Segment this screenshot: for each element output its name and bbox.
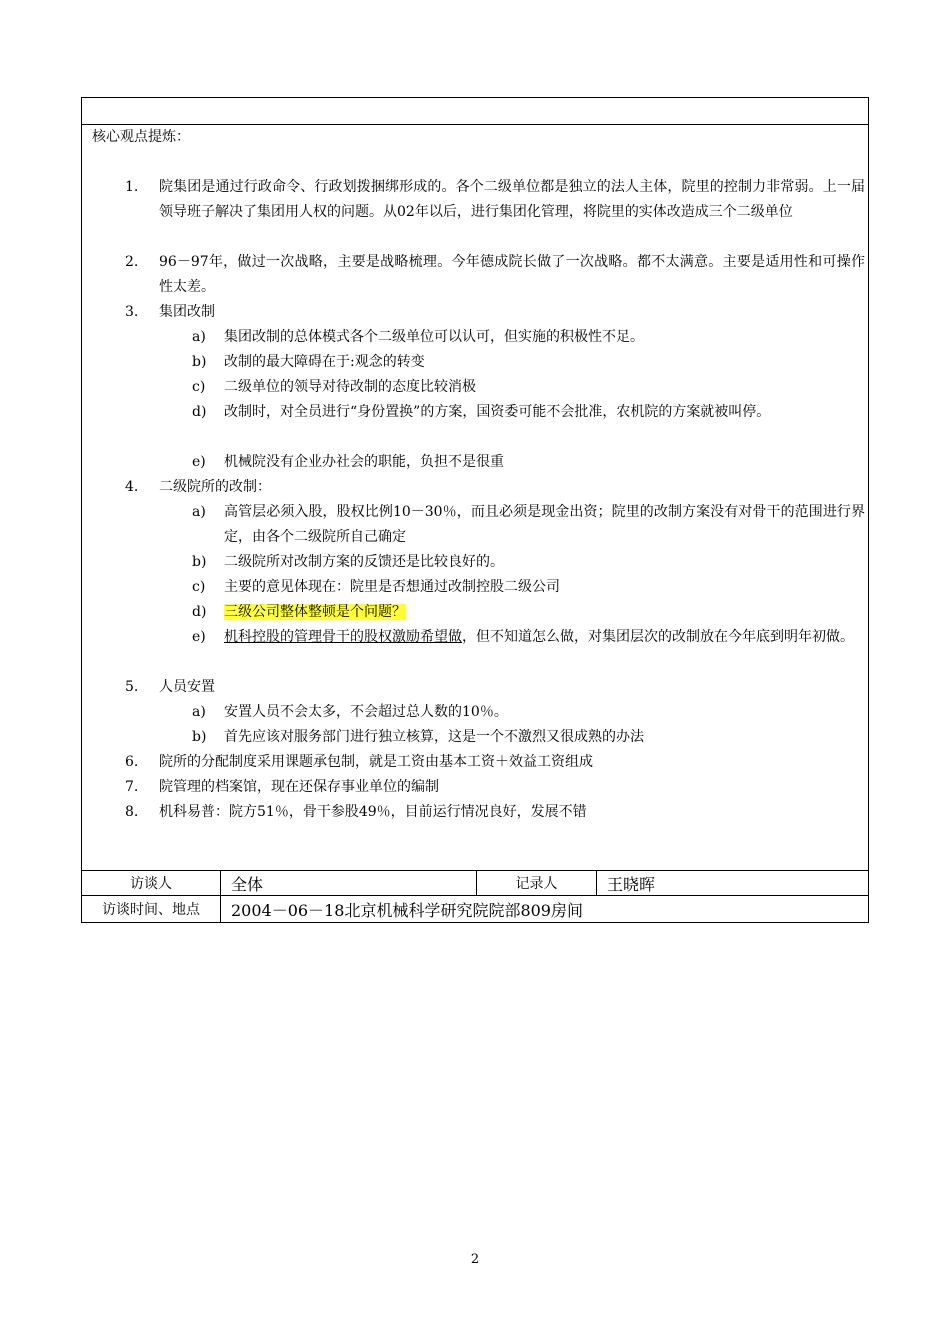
sub-item-letter: c) [192,379,206,395]
interview-record-table [81,97,869,923]
key-points-cell [82,125,868,871]
sub-item-letter: a) [192,504,206,520]
empty-header-row [82,98,868,125]
underlined-text: 机科控股的管理骨干的股权激励希望做 [224,629,462,645]
recorder-value: 王晓晖 [596,871,868,895]
sub-item-letter: a) [192,329,206,345]
interviewer-row [82,871,868,896]
sub-item-letter: b) [192,354,207,370]
list-item-text: 机科易普：院方51％，骨干参股49％，目前运行情况良好，发展不错 [159,804,587,820]
list-item-text: 集团改制 [159,304,215,320]
sub-item-text: 二级院所对改制方案的反馈还是比较良好的。 [224,554,504,570]
sub-item-letter: e) [192,629,206,645]
key-points-heading: 核心观点提炼： [92,129,190,145]
list-item-text: 院集团是通过行政命令、行政划拨捆绑形成的。各个二级单位都是独立的法人主体，院里的控制力非常弱。上一届领导班子解决了集团用人权的问题。从02年以后，进行集团化管理，将院里的实体改造成三个二级单位 [159,179,865,220]
sub-item-letter: a) [192,704,206,720]
sub-item-text: 主要的意见体现在：院里是否想通过改制控股二级公司 [224,579,560,595]
sub-item-letter: e) [192,454,206,470]
list-item-number: 2. [125,254,139,270]
sub-item-text: 高管层必须入股，股权比例10－30％，而且必须是现金出资；院里的改制方案没有对骨干的范围进行界定，由各个二级院所自己确定 [224,504,865,545]
highlighted-text: 三级公司整体整顿是个问题？ [224,604,406,620]
sub-item-text: 二级单位的领导对待改制的态度比较消极 [224,379,476,395]
list-item-number: 1. [125,179,139,195]
time-place-value: 2004－06－18北京机械科学研究院院部809房间 [220,896,868,922]
sub-item-letter: d) [192,404,207,420]
sub-item-text: 改制的最大障碍在于:观念的转变 [224,354,425,370]
list-item-number: 7. [125,779,139,795]
interviewer-label: 访谈人 [130,876,172,892]
page-number: 2 [470,1252,480,1267]
sub-item-letter: b) [192,554,207,570]
list-item-number: 3. [125,304,139,320]
recorder-label: 记录人 [476,871,596,895]
list-item-number: 4. [125,479,139,495]
sub-item-text: 集团改制的总体模式各个二级单位可以认可，但实施的积极性不足。 [224,329,644,345]
time-place-row [82,896,868,922]
list-item-number: 8. [125,804,139,820]
time-place-label: 访谈时间、地点 [102,902,200,918]
sub-item-text: ，但不知道怎么做，对集团层次的改制放在今年底到明年初做。 [462,629,854,645]
sub-item-letter: d) [192,604,207,620]
sub-item-text: 安置人员不会太多，不会超过总人数的10％。 [224,704,508,720]
sub-item-text: 机械院没有企业办社会的职能，负担不是很重 [224,454,504,470]
sub-item-text: 改制时，对全员进行“身份置换”的方案，国资委可能不会批准，农机院的方案就被叫停。 [224,404,771,420]
list-item-number: 5. [125,679,139,695]
list-item-text: 人员安置 [159,679,215,695]
sub-item-text: 首先应该对服务部门进行独立核算，这是一个不激烈又很成熟的办法 [224,729,644,745]
sub-item-letter: c) [192,579,206,595]
list-item-number: 6. [125,754,139,770]
list-item-text: 院管理的档案馆，现在还保存事业单位的编制 [159,779,439,795]
list-item-text: 96－97年，做过一次战略，主要是战略梳理。今年德成院长做了一次战略。都不太满意。主要是适用性和可操作性太差。 [159,254,865,295]
sub-item-letter: b) [192,729,207,745]
list-item-text: 二级院所的改制： [159,479,271,495]
list-item-text: 院所的分配制度采用课题承包制，就是工资由基本工资＋效益工资组成 [159,754,593,770]
interviewer-value: 全体 [220,871,476,895]
